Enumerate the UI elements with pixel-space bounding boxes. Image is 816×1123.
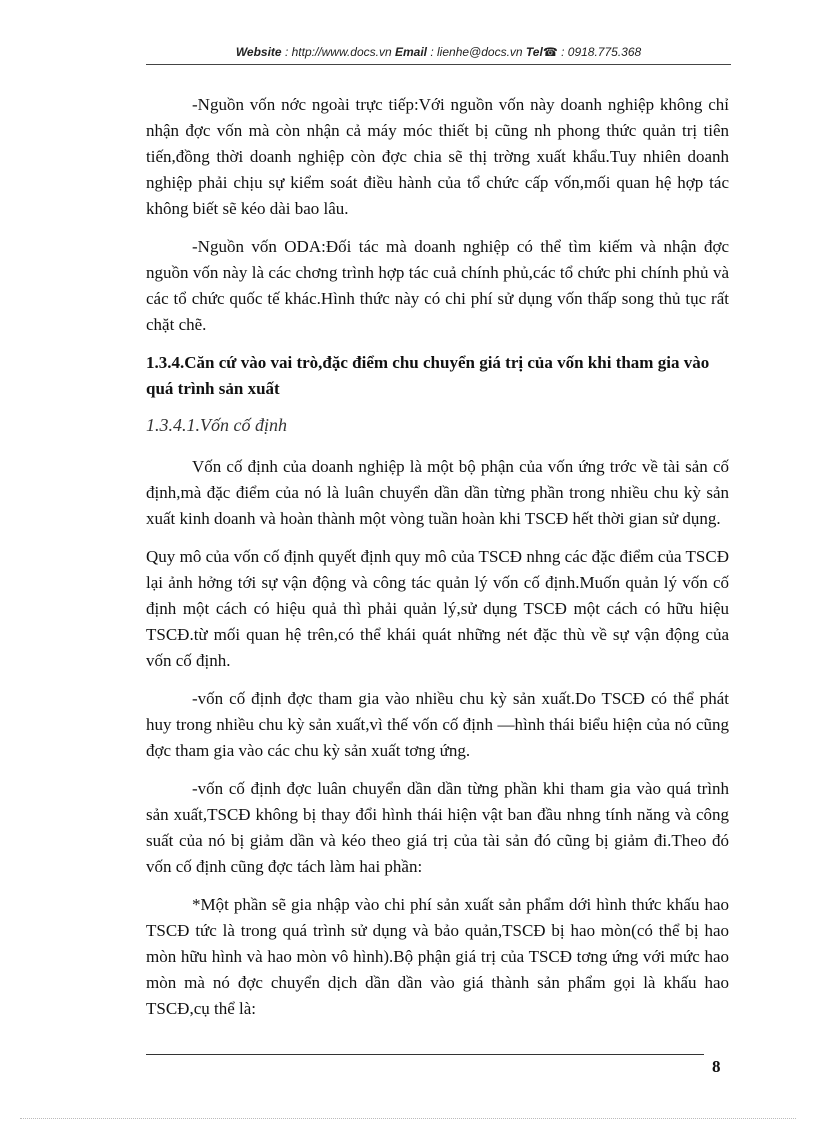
paragraph-fdi: -Nguồn vốn nớc ngoài trực tiếp:Với nguồn vốn này doanh nghiệp không chỉ nhận đợc vốn mà còn nhận cả máy móc thiết bị cũng nh phong thức quản trị tiên tiến,đồng thời doanh nghiệp còn đợc chia sẽ thị trờng xuất khẩu.Tuy nhiên doanh nghiệp phải chịu sự kiểm soát điều hành của tổ chức cấp vốn,mối quan hệ hợp tác không biết sẽ kéo dài bao lâu. [146, 95, 729, 218]
page-number: 8 [712, 1057, 721, 1076]
document-body [146, 92, 729, 1034]
paragraph-production-cycles: -vốn cố định đợc tham gia vào nhiều chu kỳ sản xuất.Do TSCĐ có thể phát huy trong nhiều chu kỳ sản xuất,vì thế vốn cố định —hình thái biểu hiện của nó cũng đợc tham gia vào các chu kỳ sản xuất tơng ứng. [146, 689, 729, 760]
tel-value: ☎ : 0918.775.368 [542, 45, 642, 59]
page-header [146, 45, 731, 59]
paragraph-gradual-circulation: -vốn cố định đợc luân chuyển dần dần từng phần khi tham gia vào quá trình sản xuất,TSCĐ không bị thay đổi hình thái hiện vật ban đầu nhng tính năng và công suất của nó bị giảm dần và kéo theo giá trị của tài sản đó cũng bị giảm đi.Theo đó vốn cố định cũng đợc tách làm hai phần: [146, 779, 729, 876]
website-value: : http://www.docs.vn [281, 45, 395, 59]
paragraph-depreciation: *Một phần sẽ gia nhập vào chi phí sản xuất sản phẩm dới hình thức khấu hao TSCĐ tức là trong quá trình sử dụng và bảo quản,TSCĐ bị hao mòn(có thể bị hao mòn hữu hình và hao mòn vô hình).Bộ phận giá trị của TSCĐ tơng ứng với mức hao mòn mà nó đợc chuyển dịch dần dần vào giá thành sản phẩm gọi là khấu hao TSCĐ,cụ thể là: [146, 895, 729, 1018]
footer-divider [146, 1054, 704, 1055]
subsection-heading: 1.3.4.1.Vốn cố định [146, 415, 287, 435]
paragraph-oda: -Nguồn vốn ODA:Đối tác mà doanh nghiệp có thể tìm kiếm và nhận đợc nguồn vốn này là các chơng trình hợp tác cuả chính phủ,các tổ chức phi chính phủ và các tổ chức quốc tế khác.Hình thức này có chi phí sử dụng vốn thấp song thủ tục rất chặt chẽ. [146, 237, 729, 334]
tel-label: Tel [525, 45, 543, 59]
paragraph-fixed-capital-definition: Vốn cố định của doanh nghiệp là một bộ phận của vốn ứng trớc về tài sản cố định,mà đặc điểm của nó là luân chuyển dần dần từng phần trong nhiều chu kỳ sản xuất kinh doanh và hoàn thành một vòng tuần hoàn khi TSCĐ hết thời gian sử dụng. [146, 457, 729, 528]
email-value: : lienhe@docs.vn [427, 45, 526, 59]
page-bottom-border [20, 1118, 796, 1119]
section-heading: 1.3.4.Căn cứ vào vai trò,đặc điểm chu chuyển giá trị của vốn khi tham gia vào quá trình sản xuất [146, 353, 710, 398]
website-label: Website [235, 45, 282, 59]
email-label: Email [395, 45, 428, 59]
paragraph-fixed-capital-scale: Quy mô của vốn cố định quyết định quy mô của TSCĐ nhng các đặc điểm của TSCĐ lại ảnh hởng tới sự vận động và công tác quản lý vốn cố định.Muốn quản lý vốn cố định một cách có hiệu quả thì phải quản lý,sử dụng TSCĐ một cách có hữu hiệu TSCĐ.từ mối quan hệ trên,có thể khái quát những nét đặc thù về sự vận động của vốn cố định. [146, 547, 729, 670]
header-divider [146, 64, 731, 65]
